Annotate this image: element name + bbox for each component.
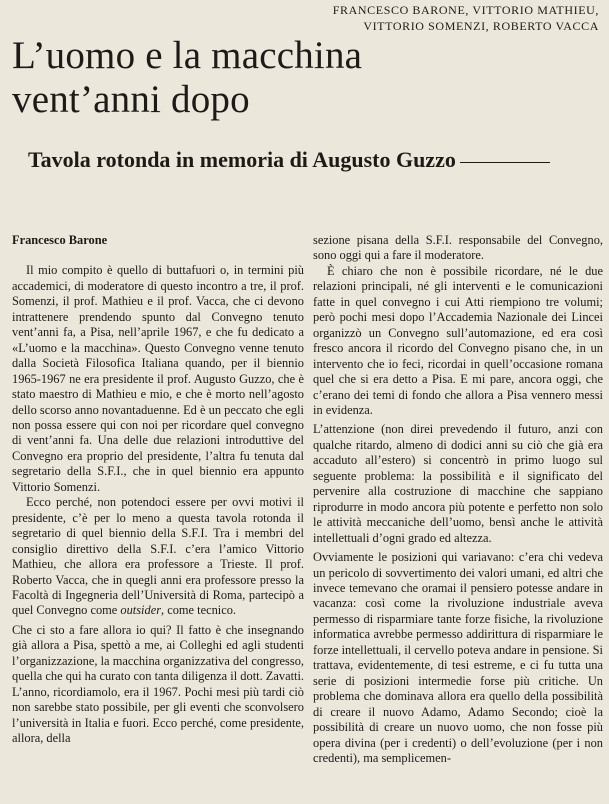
paragraph: Il mio compito è quello di buttafuori o, in termini più accademici, di moderatore di questo incontro a tre, il prof. Somenzi, il prof. Mathieu e il prof. Vacca, che ci devono intrattenere prendendo spunto dal Convegno tenuto vent’anni fa, a Pisa, nell’aprile 1967, e che fu dedicato a «L’uomo e la macchina». Questo Convegno venne tenuto dalla Società Filosofica Italiana quando, per il biennio 1965-1967 ne era presidente il prof. Augusto Guzzo, che è stato maestro di Mathieu e mio, e che è morto nell’agosto dello scorso anno novantaduenne. Ed è un peccato che egli non possa essere qui con noi per ricordare quel convegno di vent’anni fa. Una delle due relazioni introduttive del Convegno era proprio del presidente, l’altra fu tenuta dal segretario della S.F.I., che in quel biennio era appunto Vittorio Somenzi. — [12, 263, 304, 494]
paragraph: L’attenzione (non direi prevedendo il futuro, anzi con qualche ritardo, almeno di dodici anni su ciò che già era accaduto all’estero) si concentrò in primo luogo sul seguente problema: la possibilità e il significato del pervenire alla costruzione di macchine che sappiano riprodurre in modo ancora più potente e perfetto non solo le attività meccaniche dell’uomo, bensì anche le attività intellettuali d’ogni grado ed altezza. — [313, 422, 603, 545]
title-line-2: vent’anni dopo — [12, 78, 250, 121]
subtitle-rule — [460, 162, 550, 163]
column-left — [12, 233, 304, 747]
show-through-texture — [470, 176, 600, 236]
authors-byline — [239, 2, 599, 34]
title-line-1: L’uomo e la macchina — [12, 34, 363, 77]
paragraph: Ovviamente le posizioni qui variavano: c’era chi vedeva un pericolo di sovvertimento dei valori umani, ed altri che invece temevano che oramai il pensiero potesse andare in vacanza: così come la rivoluzione industriale aveva permesso di risparmiare tante forze fisiche, la rivoluzione informatica avrebbe permesso addirittura di risparmiare le forze intellettuali, il cervello poteva andare in pensione. Si trattava, evidentemente, di tesi estreme, e ci fu tutta una serie di posizioni intermedie forse più critiche. Un problema che dominava allora era quello della possibilità di creare il nuovo Adamo, Adamo Secondo; cioè la possibilità di creare un nuovo uomo, che non fosse più opera divina (per i credenti) o dell’evoluzione (per i non credenti), ma semplicemen- — [313, 550, 603, 765]
paragraph-text: Ecco perché, non potendoci essere per ovvi motivi il presidente, c’è per lo meno a questa tavola rotonda il segretario di quel biennio della S.F.I. Tra i membri del consiglio direttivo della S.F.I. c’era l’amico Vittorio Mathieu, che allora era professore a Trieste. Il prof. Roberto Vacca, che in quegli anni era professore presso la Facoltà di Ingegneria dell’Università di Roma, partecipò a quel Convegno come — [12, 495, 304, 618]
paragraph — [12, 495, 304, 619]
article-subtitle — [28, 147, 598, 173]
authors-line-1: FRANCESCO BARONE, VITTORIO MATHIEU, — [332, 3, 599, 17]
subtitle-text: Tavola rotonda in memoria di Augusto Guzzo — [28, 147, 456, 172]
emphasis-word: outsider — [120, 603, 162, 618]
article-title — [12, 34, 432, 122]
paragraph: Che ci sto a fare allora io qui? Il fatto è che insegnando già allora a Pisa, spettò a me, ai Colleghi ed agli studenti l’organizzazione, la macchina organizzativa del congresso, quella che qui ha curato con tanta diligenza il dott. Zavatti. L’anno, ricordiamolo, era il 1967. Pochi mesi più tardi ciò non sarebbe stato possibile, per gli eventi che sconvolsero l’università in Italia e fuori. Ecco perché, come presidente, allora, della — [12, 622, 304, 746]
section-heading: Francesco Barone — [12, 233, 108, 247]
column-right — [313, 233, 603, 766]
paragraph: sezione pisana della S.F.I. responsabile del Convegno, sono oggi qui a fare il moderatore. — [313, 233, 603, 263]
paragraph: È chiaro che non è possibile ricordare, né le due relazioni principali, né gli interventi e le comunicazioni fatte in quel convegno i cui Atti riempiono tre volumi; però pochi mesi dopo l’Accademia Nazionale dei Lincei organizzò un Convegno sull’automazione, ed era così fresco ancora il ricordo del Convegno pisano che, in un intervento che io feci, ricordai in quell’occasione romana quel che si era detto a Pisa. E mi pare, ancora oggi, che c’erano dei temi di fondo che allora a Pisa vennero messi in evidenza. — [313, 263, 603, 417]
authors-line-2: VITTORIO SOMENZI, ROBERTO VACCA — [363, 19, 599, 33]
paragraph-text: , come tecnico. — [161, 603, 237, 618]
